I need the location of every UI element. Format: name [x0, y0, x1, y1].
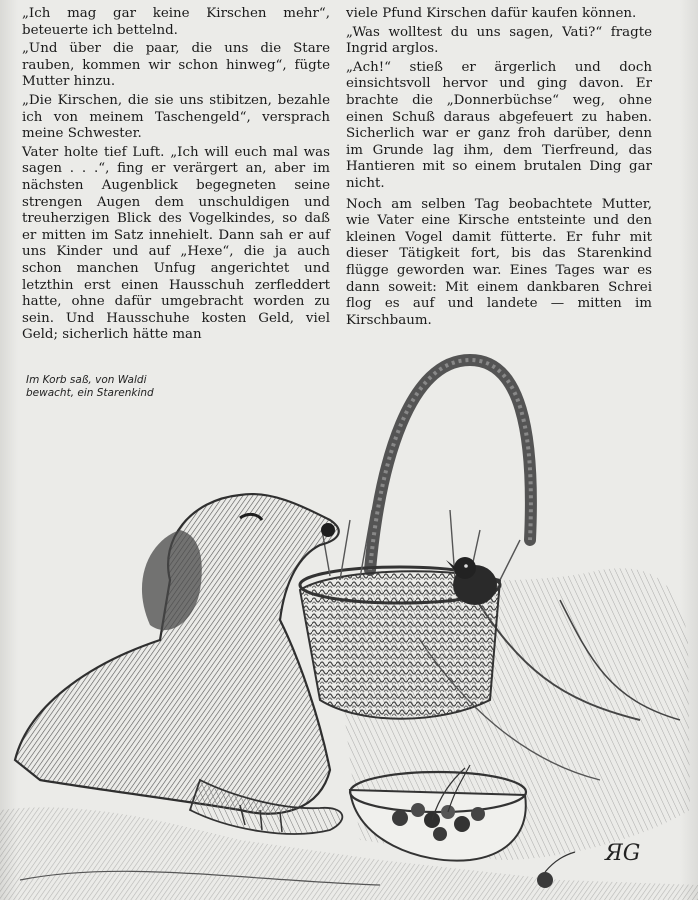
caption-line: bewacht, ein Starenkind: [26, 387, 154, 399]
paragraph: „Und über die paar, die uns die Stare rauben, kommen wir schon hinweg“, fügte Mutter hinzu.: [22, 41, 330, 90]
dachshund-basket-illustration: [0, 340, 698, 900]
paragraph: Vater holte tief Luft. „Ich will euch mal was sagen . . .“, fing er verärgert an, aber im nächsten Augenblick begegneten seine strengen Augen dem unschuldigen und treuherzigen Blick des Vogelkindes, so daß er mitten im Satz innehielt. Dann sah er auf uns Kinder und auf „Hexe“, die ja auch schon manchen Unfug angerichtet und letzthin erst einen Hausschuh zerfleddert hatte, ohne dafür umgebracht worden zu sein. Und Hausschuhe kosten Geld, viel Geld; sicherlich hätte man: [22, 144, 330, 343]
paragraph: „Was wolltest du uns sagen, Vati?“ fragte Ingrid arglos.: [346, 24, 652, 57]
paragraph: „Ich mag gar keine Kirschen mehr“, beteuerte ich bettelnd.: [22, 6, 330, 38]
text-column-left: [22, 6, 330, 346]
text-column-right: [346, 6, 652, 331]
paragraph: „Die Kirschen, die sie uns stibitzen, bezahle ich von meinem Taschengeld“, versprach meine Schwester.: [22, 92, 330, 142]
paragraph: Noch am selben Tag beobachtete Mutter, wie Vater eine Kirsche entsteinte und den kleinen Vogel damit fütterte. Er fuhr mit dieser Tätigkeit fort, bis das Starenkind flügge geworden war. Eines Tages war es dann soweit: Mit einem dankbaren Schrei flog es auf und landete — mitten im Kirschbaum.: [346, 196, 652, 328]
paragraph: viele Pfund Kirschen dafür kaufen können.: [346, 6, 637, 21]
caption-line: Im Korb saß, von Waldi: [26, 374, 147, 386]
artist-signature: ЯG: [605, 841, 641, 866]
dachshund-drawing: [15, 494, 342, 834]
paragraph: „Ach!“ stieß er ärgerlich und doch einsichtsvoll hervor und ging davon. Er brachte die „Donnerbüchse“ weg, ohne einen Schuß daraus abgefeuert zu haben. Sicherlich war er ganz froh darüber, denn im Grunde lag ihm, dem Tierfreund, das Hantieren mit so einem brutalen Ding gar nicht.: [346, 59, 652, 191]
